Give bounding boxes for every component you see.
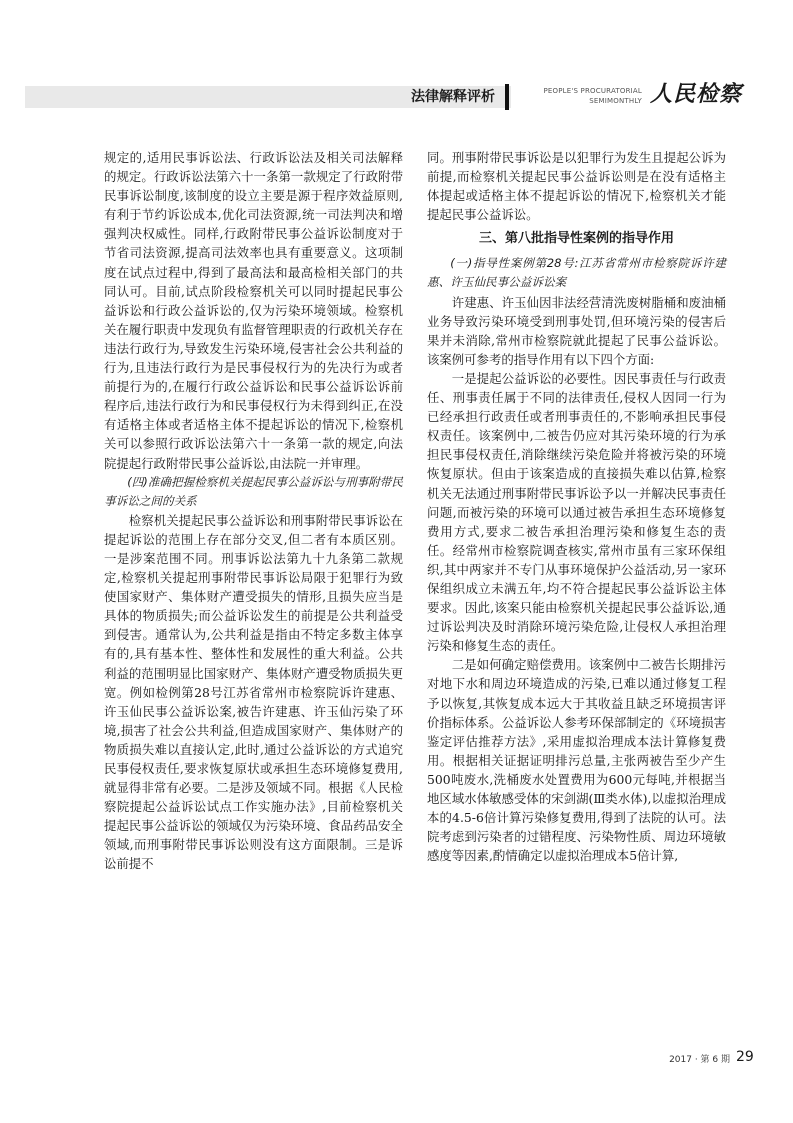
header-divider xyxy=(505,84,509,110)
paragraph: 检察机关提起民事公益诉讼和刑事附带民事诉讼在提起诉讼的范围上存在部分交叉,但二者有本质区别。一是涉案范围不同。刑事诉讼法第九十九条第二款规定,检察机关提起刑事附带民事诉讼局限于犯罪行为致使国家财产、集体财产遭受损失的情形,且损失应当是具体的物质损失;而公益诉讼发生的前提是公共利益受到侵害。通常认为,公共利益是指由不特定多数主体享有的,具有基本性、整体性和发展性的重大利益。公共利益的范围明显比国家财产、集体财产遭受物质损失更宽。例如检例第28号江苏省常州市检察院诉许建惠、许玉仙民事公益诉讼案,被告许建惠、许玉仙污染了环境,损害了社会公共利益,但造成国家财产、集体财产的物质损失难以直接认定,此时,通过公益诉讼的方式追究民事侵权责任,要求恢复原状或承担生态环境修复费用,就显得非常有必要。二是涉及领域不同。根据《人民检察院提起公益诉讼试点工作实施办法》,目前检察机关提起民事公益诉讼的领域仅为污染环境、食品药品安全领域,而刑事附带民事诉讼则没有这方面限制。三是诉讼前提不 xyxy=(104,512,403,872)
sub-heading: (四)准确把握检察机关提起民事公益诉讼与刑事附带民事诉讼之间的关系 xyxy=(104,474,403,508)
paragraph: 同。刑事附带民事诉讼是以犯罪行为发生且提起公诉为前提,而检察机关提起民事公益诉讼则是在没有适格主体提起或适格主体不提起诉讼的情况下,检察机关才能提起民事公益诉讼。 xyxy=(427,150,726,223)
journal-english-line2: SEMIMONTHLY xyxy=(589,97,642,105)
issue-date: 2017 · 第 6 期 xyxy=(669,1055,730,1065)
sub-heading: (一)指导性案例第28号:江苏省常州市检察院诉许建惠、许玉仙民事公益诉讼案 xyxy=(427,256,726,290)
section-title: 法律解释评析 xyxy=(411,89,495,105)
paragraph: 一是提起公益诉讼的必要性。因民事责任与行政责任、刑事责任属于不同的法律责任,侵权人因同一行为已经承担行政责任或者刑事责任的,不影响承担民事侵权责任。该案例中,二被告仍应对其污染环境的行为承担民事侵权责任,消除继续污染危险并将被污染的环境恢复原状。但由于该案造成的直接损失难以估算,检察机关无法通过刑事附带民事诉讼予以一并解决民事责任问题,而被污染的环境可以通过被告承担生态环境修复费用方式,要求二被告承担治理污染和修复生态的责任。经常州市检察院调查核实,常州市虽有三家环保组织,其中两家并不专门从事环境保护公益活动,另一家环保组织成立未满五年,均不符合提起民事公益诉讼主体要求。因此,该案只能由检察机关提起民事公益诉讼,通过诉讼判决及时消除环境污染危险,让侵权人承担治理污染和修复生态的责任。 xyxy=(427,370,726,654)
paragraph: 二是如何确定赔偿费用。该案例中二被告长期排污对地下水和周边环境造成的污染,已难以通过修复工程予以恢复,其恢复成本远大于其收益且缺乏环境损害评价指标体系。公益诉讼人参考环保部制定的《环境损害鉴定评估推荐方法》,采用虚拟治理成本法计算修复费用。根据相关证据证明排污总量,主张两被告至少产生500吨废水,洗桶废水处置费用为600元每吨,并根据当地区域水体敏感受体的宋剑湖(Ⅲ类水体),以虚拟治理成本的4.5-6倍计算污染修复费用,得到了法院的认可。法院考虑到污染者的过错程度、污染物性质、周边环境敏感度等因素,酌情确定以虚拟治理成本5倍计算, xyxy=(427,657,726,864)
left-column xyxy=(104,148,403,872)
journal-english-line1: PEOPLE'S PROCURATORIAL xyxy=(543,87,642,95)
section-heading: 三、第八批指导性案例的指导作用 xyxy=(478,231,674,247)
paragraph: 规定的,适用民事诉讼法、行政诉讼法及相关司法解释的规定。行政诉讼法第六十一条第一款规定了行政附带民事诉讼制度,该制度的设立主要是源于程序效益原则,有利于节约诉讼成本,优化司法资源,统一司法判决和增强判决权威性。同样,行政附带民事公益诉讼制度对于节省司法资源,提高司法效率也具有重要意义。这项制度在试点过程中,得到了最高法和最高检相关部门的共同认可。目前,试点阶段检察机关可以同时提起民事公益诉讼和行政公益诉讼的,仅为污染环境领域。检察机关在履行职责中发现负有监督管理职责的行政机关存在违法行政行为,导致发生污染环境,侵害社会公共利益的行为,且违法行政行为是民事侵权行为的先决行为或者前提行为的,在履行行政公益诉讼和民事公益诉讼诉前程序后,违法行政行为和民事侵权行为未得到纠正,在没有适格主体或者适格主体不提起诉讼的情况下,检察机关可以参照行政诉讼法第六十一条第一款的规定,向法院提起行政附带民事公益诉讼,由法院一并审理。 xyxy=(104,150,403,471)
right-column xyxy=(427,148,726,864)
journal-logo: 人民检察 xyxy=(650,81,743,107)
page-number: 29 xyxy=(736,1049,754,1065)
journal-english-name xyxy=(520,86,642,106)
paragraph: 许建惠、许玉仙因非法经营清洗废树脂桶和废油桶业务导致污染环境受到刑事处罚,但环境污染的侵害后果并未消除,常州市检察院就此提起了民事公益诉讼。该案例可参考的指导作用有以下四个方面: xyxy=(427,294,726,367)
